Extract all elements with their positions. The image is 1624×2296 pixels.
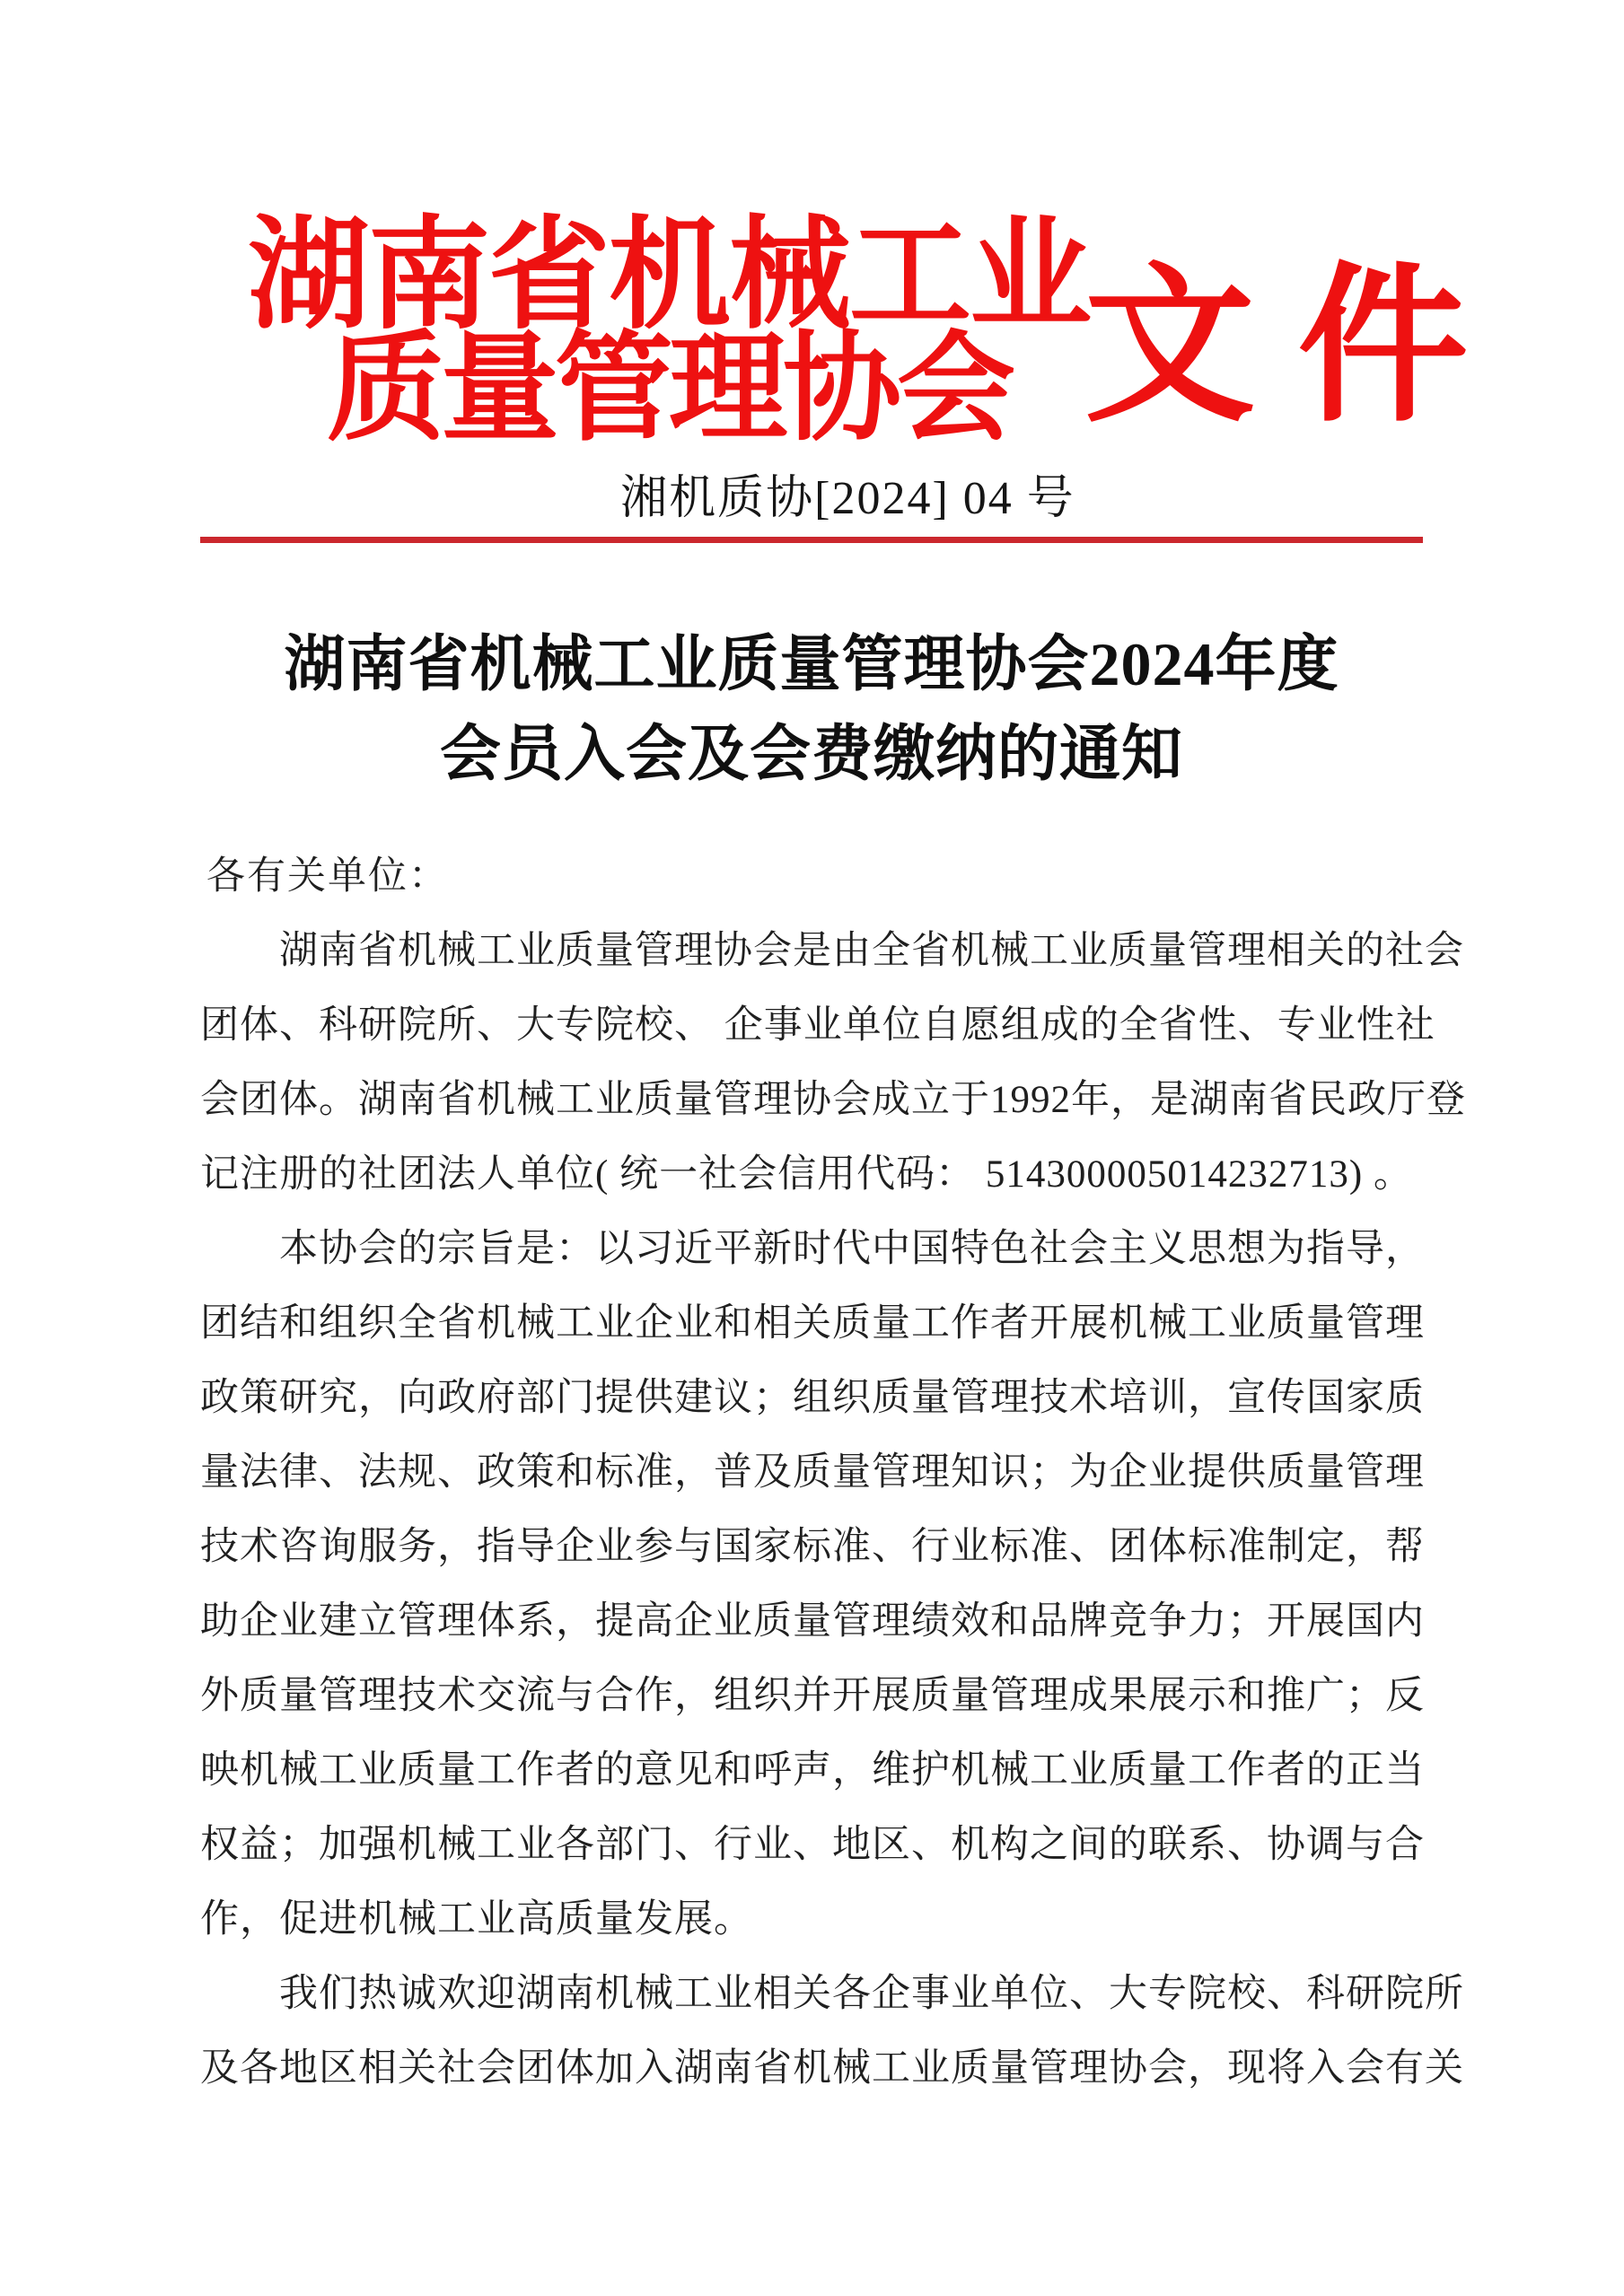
body-line: 我们热诚欢迎湖南机械工业相关各企事业单位、大专院校、科研院所 bbox=[279, 1973, 1464, 2015]
body-line: 记注册的社团法人单位( 统一社会信用代码： 514300005014232713) 。 bbox=[200, 1153, 1413, 1196]
doc-number: 湘机质协[2024] 04 号 bbox=[620, 473, 1075, 524]
org-name-line2: 质量管理协会 bbox=[327, 323, 1011, 455]
body-line: 助企业建立管理体系，提高企业质量管理绩效和品牌竞争力；开展国内 bbox=[200, 1600, 1425, 1643]
title-line2: 会员入会及会费缴纳的通知 bbox=[439, 720, 1183, 788]
body-line: 团结和组织全省机械工业企业和相关质量工作者开展机械工业质量管理 bbox=[200, 1302, 1425, 1345]
body-line: 本协会的宗旨是：以习近平新时代中国特色社会主义思想为指导， bbox=[279, 1228, 1425, 1270]
document-title bbox=[200, 619, 1423, 799]
red-separator-rule bbox=[200, 537, 1423, 543]
body-line: 技术咨询服务，指导企业参与国家标准、行业标准、团体标准制定，帮 bbox=[200, 1526, 1425, 1568]
body-line: 湖南省机械工业质量管理协会是由全省机械工业质量管理相关的社会 bbox=[279, 930, 1464, 972]
letterhead-org-name bbox=[215, 209, 1122, 455]
body-line: 会团体。湖南省机械工业质量管理协会成立于1992年，是湖南省民政厅登 bbox=[200, 1079, 1466, 1121]
title-line1: 湖南省机械工业质量管理协会2024年度 bbox=[284, 630, 1339, 698]
body-line: 权益；加强机械工业各部门、行业、地区、机构之间的联系、协调与合 bbox=[200, 1824, 1425, 1866]
body-line: 映机械工业质量工作者的意见和呼声，维护机械工业质量工作者的正当 bbox=[200, 1749, 1425, 1792]
body-line: 量法律、法规、政策和标准，普及质量管理知识；为企业提供质量管理 bbox=[200, 1451, 1425, 1494]
body-line: 团体、科研院所、大专院校、 企事业单位自愿组成的全省性、专业性社 bbox=[200, 1004, 1435, 1047]
body-line: 及各地区相关社会团体加入湖南省机械工业质量管理协会，现将入会有关 bbox=[200, 2047, 1464, 2090]
doc-type-label: 文 件 bbox=[1084, 254, 1469, 443]
salutation: 各有关单位： bbox=[206, 855, 449, 898]
body-line: 作，促进机械工业高质量发展。 bbox=[200, 1898, 753, 1941]
org-name-line1: 湖南省机械工业 bbox=[248, 209, 1090, 344]
body-line: 外质量管理技术交流与合作，组织并开展质量管理成果展示和推广；反 bbox=[200, 1675, 1425, 1717]
body-text bbox=[200, 914, 1466, 2106]
body-line: 政策研究，向政府部门提供建议；组织质量管理技术培训，宣传国家质 bbox=[200, 1377, 1425, 1419]
